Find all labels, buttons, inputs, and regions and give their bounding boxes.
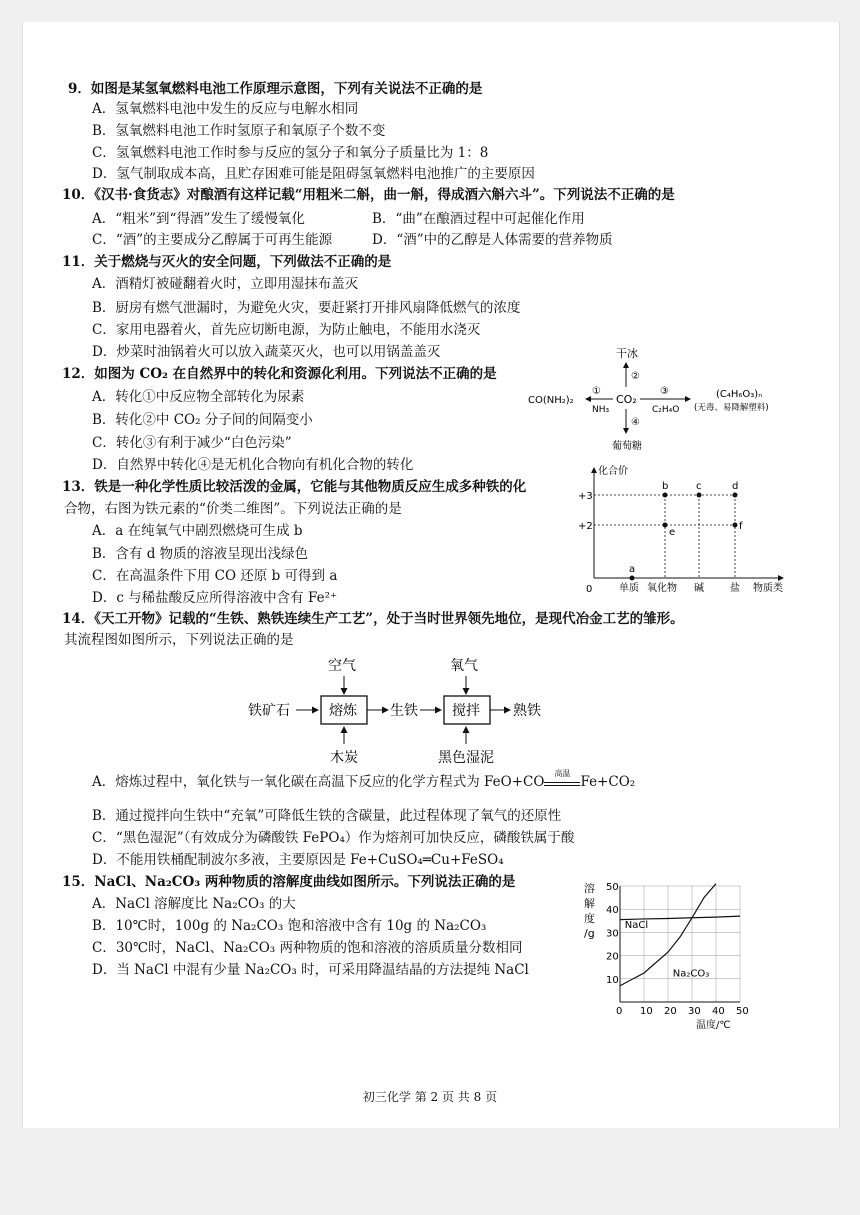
x-tick-label: 10	[640, 1006, 653, 1017]
q14-option-a	[92, 769, 636, 791]
q15-option-d: D．当 NaCl 中混有少量 Na₂CO₃ 时，可采用降温结晶的方法提纯 NaCl	[92, 962, 529, 978]
diagram-center: CO₂	[616, 393, 637, 406]
flow-top2: 氧气	[450, 658, 478, 674]
xcat-base: 碱	[694, 583, 704, 594]
q9-option-a: A．氢氧燃料电池中发生的反应与电解水相同	[92, 101, 359, 117]
diagram-n2: ②	[631, 371, 640, 382]
q9-stem: 9．如图是某氢氧燃料电池工作原理示意图，下列有关说法不正确的是	[68, 81, 483, 97]
flow-output: 熟铁	[513, 703, 541, 719]
q12-option-c: C．转化③有利于减少“白色污染”	[92, 435, 292, 451]
q13-option-c: C．在高温条件下用 CO 还原 b 可得到 a	[92, 568, 338, 584]
q14-stem-line2: 其流程图如图所示，下列说法正确的是	[64, 632, 294, 648]
flow-input: 铁矿石	[248, 703, 290, 719]
q11-option-d: D．炒菜时油锅着火可以放入蔬菜灭火，也可以用锅盖盖灭	[92, 344, 441, 360]
ytick-plus3: +3	[578, 491, 593, 502]
diagram-n1: ①	[592, 386, 601, 397]
page-footer: 初三化学 第 2 页 共 8 页	[362, 1090, 498, 1104]
q12-option-b: B．转化②中 CO₂ 分子间的间隔变小	[92, 412, 313, 428]
q14-a-tail: Fe+CO₂	[580, 774, 636, 790]
q13-stem-line1: 13．铁是一种化学性质比较活泼的金属，它能与其他物质反应生成多种铁的化	[62, 479, 527, 495]
diagram-right-note: (无毒、易降解塑料)	[694, 403, 769, 413]
point-b-label: b	[662, 481, 669, 492]
x-tick-label: 0	[616, 1006, 623, 1017]
iron-valence-class-chart	[578, 460, 803, 605]
q9-option-b: B．氢氧燃料电池工作时氢原子和氧原子个数不变	[92, 123, 386, 139]
point-e-label: e	[669, 527, 676, 538]
co2-cycle-diagram	[528, 345, 813, 455]
x-tick-label: 50	[736, 1006, 749, 1017]
x-tick-label: 40	[712, 1006, 725, 1017]
diagram-left-reagent: NH₃	[592, 405, 610, 415]
q11-option-a: A．酒精灯被碰翻着火时，立即用湿抹布盖灭	[92, 276, 359, 292]
point-f-label: f	[739, 521, 743, 532]
point-d	[733, 493, 738, 498]
q15-stem: 15．NaCl、Na₂CO₃ 两种物质的溶解度曲线如图所示。下列说法正确的是	[62, 874, 516, 890]
x-tick-label: 30	[688, 1006, 701, 1017]
q12-option-d: D．自然界中转化④是无机化合物向有机化合物的转化	[92, 457, 414, 473]
q10-stem: 10．《汉书·食货志》对酿酒有这样记载“用粗米二斛，曲一斛，得成酒六斛六斗”。下列说法不正确的是	[62, 187, 675, 203]
point-a	[630, 576, 635, 581]
diagram-n3: ③	[660, 386, 669, 397]
q10-option-b: B．“曲”在酿酒过程中可起催化作用	[372, 211, 585, 227]
xcat-oxide: 氧化物	[647, 583, 677, 594]
y-axis-label-part: /g	[584, 927, 595, 940]
chart-axes	[620, 886, 740, 1002]
y-axis-label-part: 度	[584, 912, 595, 925]
q10-option-c: C．“酒”的主要成分乙醇属于可再生能源	[92, 232, 333, 248]
diagram-top-label: 干冰	[616, 347, 638, 360]
q12-stem: 12．如图为 CO₂ 在自然界中的转化和资源化利用。下列说法不正确的是	[62, 366, 497, 382]
q13-stem-line2: 合物，右图为铁元素的“价类二维图”。下列说法正确的是	[64, 501, 402, 517]
q15-option-b: B．10℃时，100g 的 Na₂CO₃ 饱和溶液中含有 10g 的 Na₂CO₃	[92, 918, 487, 934]
flow-top1: 空气	[328, 658, 356, 674]
diagram-n4: ④	[631, 417, 640, 428]
y-tick-label: 10	[606, 974, 619, 986]
series-label-na2co3: Na₂CO₃	[672, 968, 710, 980]
q13-option-d: D．c 与稀盐酸反应所得溶液中含有 Fe²⁺	[92, 590, 338, 606]
point-b	[663, 493, 668, 498]
y-tick-label: 40	[606, 905, 619, 917]
flow-box1: 熔炼	[329, 703, 357, 719]
y-tick-label: 50	[606, 882, 619, 893]
q9-option-c: C．氢氧燃料电池工作时参与反应的氢分子和氧分子质量比为 1：8	[92, 145, 489, 161]
diagram-right-reagent: C₂H₄O	[652, 405, 680, 415]
q11-stem: 11．关于燃烧与灭火的安全问题，下列做法不正确的是	[62, 254, 392, 270]
q15-option-c: C．30℃时，NaCl、Na₂CO₃ 两种物质的饱和溶液的溶质质量分数相同	[92, 940, 523, 956]
origin-label: 0	[586, 584, 593, 595]
q14-option-b: B．通过搅拌向生铁中“充氧”可降低生铁的含碳量，此过程体现了氧气的还原性	[92, 808, 562, 824]
chart-grid	[620, 886, 740, 1002]
flow-bottom2: 黑色湿泥	[438, 750, 494, 766]
q12-option-a: A．转化①中反应物全部转化为尿素	[92, 389, 305, 405]
flow-box2: 搅拌	[452, 703, 480, 719]
point-a-label: a	[629, 564, 636, 575]
x-tick-label: 20	[664, 1006, 677, 1017]
solubility-chart	[578, 874, 758, 1031]
q14-option-c: C．“黑色湿泥”（有效成分为磷酸铁 FePO₄）作为熔剂可加快反应，磷酸铁属于酸	[92, 830, 575, 846]
xcat-element: 单质	[619, 583, 639, 594]
diagram-bottom-label: 葡萄糖	[612, 441, 642, 452]
q14-stem-line1: 14．《天工开物》记载的“生铁、熟铁连续生产工艺”，处于当时世界领先地位，是现代冶金工艺的雏形。	[62, 611, 684, 627]
q11-option-b: B．厨房有燃气泄漏时，为避免火灾，要赶紧打开排风扇降低燃气的浓度	[92, 300, 521, 316]
high-temp-equals	[544, 769, 580, 786]
point-c-label: c	[696, 481, 702, 492]
diagram-right-label: (C₄H₆O₃)ₙ	[716, 389, 763, 400]
iron-process-flowchart	[248, 650, 558, 770]
q10-option-a: A．“粗米”到“得酒”发生了缓慢氧化	[92, 211, 305, 227]
ytick-plus2: +2	[578, 521, 593, 532]
point-d-label: d	[732, 481, 739, 492]
xcat-salt: 盐	[730, 583, 740, 594]
q10-option-d: D．“酒”中的乙醇是人体需要的营养物质	[372, 232, 613, 248]
q11-option-c: C．家用电器着火，首先应切断电源，为防止触电，不能用水浇灭	[92, 322, 481, 338]
point-f	[733, 523, 738, 528]
x-axis-label: 温度/℃	[696, 1020, 731, 1031]
chart-ticks	[606, 882, 749, 1017]
diagram-left-label: CO(NH₂)₂	[528, 395, 574, 406]
point-e	[663, 523, 668, 528]
y-tick-label: 20	[606, 951, 619, 963]
y-axis-label-part: 溶	[584, 882, 595, 895]
x-axis-label: 物质类	[753, 583, 783, 594]
q14-option-d: D．不能用铁桶配制波尔多液，主要原因是 Fe+CuSO₄═Cu+FeSO₄	[92, 852, 504, 868]
series-label-nacl: NaCl	[624, 919, 649, 931]
q13-option-a: A．a 在纯氧气中剧烈燃烧可生成 b	[92, 523, 303, 539]
q14-a-condition: 高温	[554, 769, 571, 778]
q15-option-a: A．NaCl 溶解度比 Na₂CO₃ 的大	[92, 896, 296, 912]
point-c	[697, 493, 702, 498]
y-tick-label: 30	[606, 928, 619, 940]
flow-bottom1: 木炭	[330, 750, 358, 766]
q14-a-text: A．熔炼过程中，氧化铁与一氧化碳在高温下反应的化学方程式为 FeO+CO	[92, 774, 545, 790]
q13-option-b: B．含有 d 物质的溶液呈现出浅绿色	[92, 546, 309, 562]
q9-option-d: D．氢气制取成本高，且贮存困难可能是阻碍氢氧燃料电池推广的主要原因	[92, 166, 535, 182]
y-axis-label: 化合价	[598, 466, 628, 477]
y-axis-label-part: 解	[584, 897, 595, 910]
flow-mid: 生铁	[390, 703, 418, 719]
